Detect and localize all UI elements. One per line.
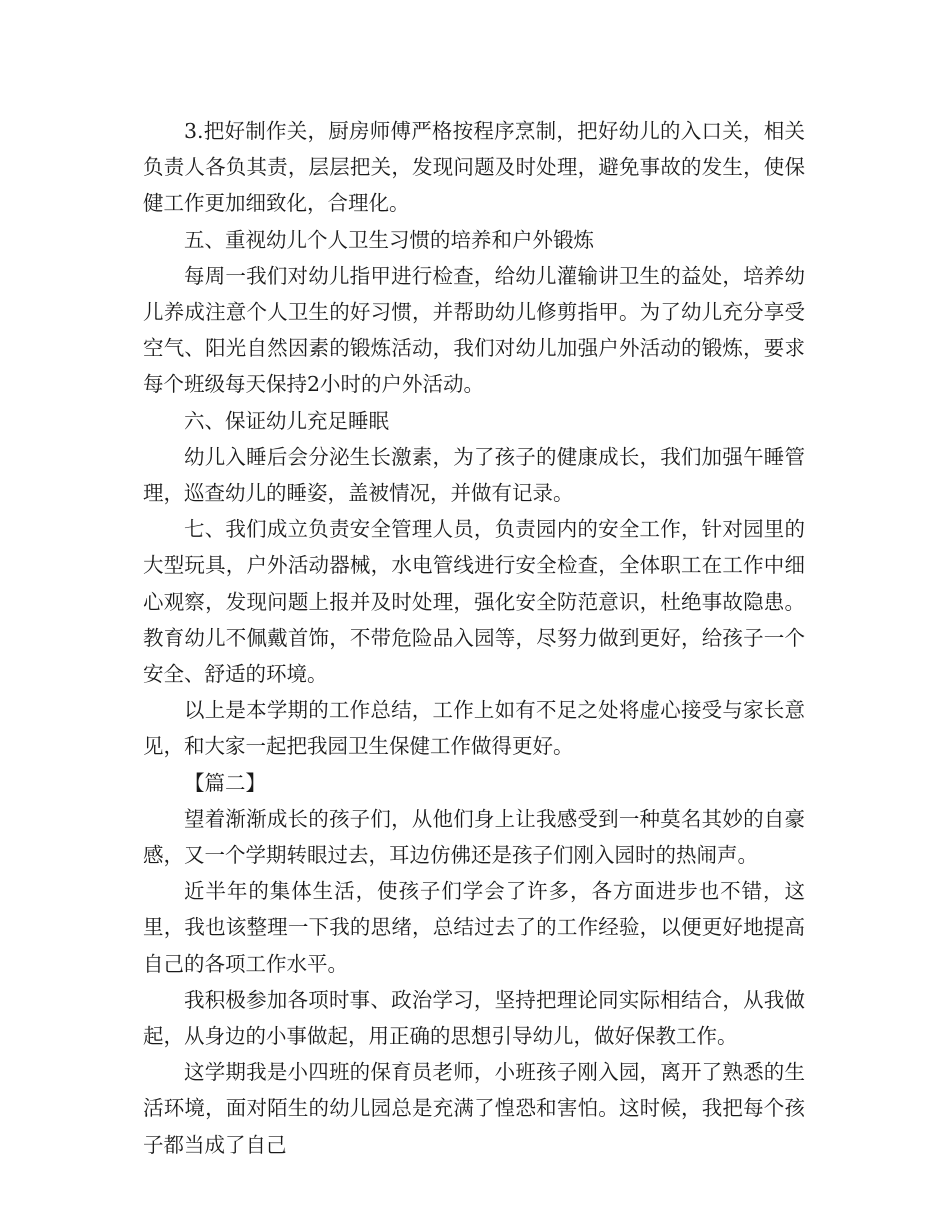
paragraph-study: 我积极参加各项时事、政治学习，坚持把理论同实际相结合，从我做起，从身边的小事做起，用正确的思想引导幼儿，做好保教工作。 [143, 987, 805, 1049]
paragraph-hygiene-outdoor: 每周一我们对幼儿指甲进行检查，给幼儿灌输讲卫生的益处，培养幼儿养成注意个人卫生的好习惯，并帮助幼儿修剪指甲。为了幼儿充分享受空气、阳光自然因素的锻炼活动，我们对幼儿加强户外活动的锻炼，要求每个班级每天保持2小时的户外活动。 [143, 263, 805, 397]
section-heading-part-two: 【篇二】 [184, 770, 266, 795]
paragraph-safety: 七、我们成立负责安全管理人员，负责园内的安全工作，针对园里的大型玩具，户外活动器械，水电管线进行安全检查，全体职工在工作中细心观察，发现问题上报并及时处理，强化安全防范意识，杜绝事故隐患。教育幼儿不佩戴首饰，不带危险品入园等，尽努力做到更好，给孩子一个安全、舒适的环境。 [143, 517, 805, 687]
paragraph-class-role: 这学期我是小四班的保育员老师，小班孩子刚入园，离开了熟悉的生活环境，面对陌生的幼儿园总是充满了惶恐和害怕。这时候，我把每个孩子都当成了自己 [143, 1060, 805, 1157]
paragraph-food-preparation: 3.把好制作关，厨房师傅严格按程序烹制，把好幼儿的入口关，相关负责人各负其责，层层把关，发现问题及时处理，避免事故的发生，使保健工作更加细致化，合理化。 [143, 119, 805, 216]
paragraph-children-growth: 望着渐渐成长的孩子们，从他们身上让我感受到一种莫名其妙的自豪感，又一个学期转眼过去，耳边仿佛还是孩子们刚入园时的热闹声。 [143, 806, 805, 868]
heading-sleep: 六、保证幼儿充足睡眠 [184, 408, 389, 433]
document-body [143, 113, 805, 1163]
paragraph-summary: 以上是本学期的工作总结，工作上如有不足之处将虚心接受与家长意见，和大家一起把我园卫生保健工作做得更好。 [143, 698, 805, 759]
paragraph-group-life: 近半年的集体生活，使孩子们学会了许多，各方面进步也不错，这里，我也该整理一下我的思绪，总结过去了的工作经验，以便更好地提高自己的各项工作水平。 [143, 879, 805, 976]
paragraph-sleep: 幼儿入睡后会分泌生长激素，为了孩子的健康成长，我们加强午睡管理，巡查幼儿的睡姿，盖被情况，并做有记录。 [143, 444, 805, 506]
heading-hygiene-outdoor: 五、重视幼儿个人卫生习惯的培养和户外锻炼 [184, 227, 594, 252]
